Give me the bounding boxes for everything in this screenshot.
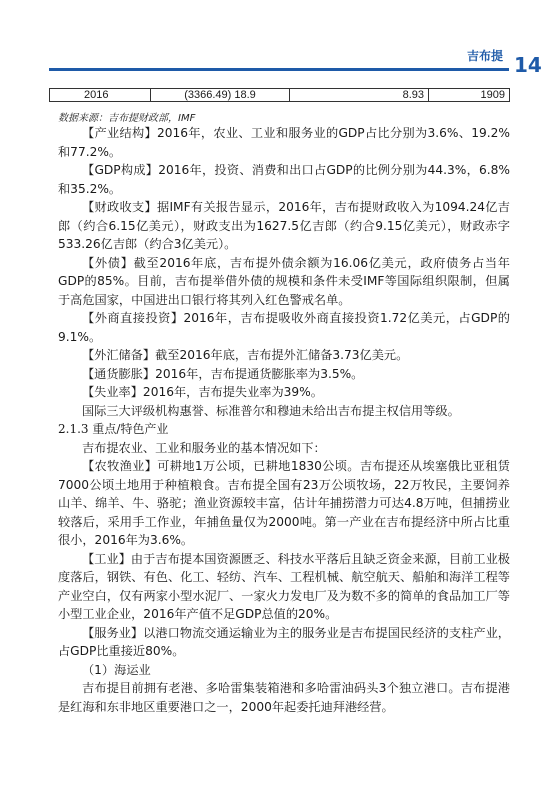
- table-cell-value-3: 1909: [480, 89, 505, 101]
- paragraph-gdp-composition: 【GDP构成】2016年，投资、消费和出口占GDP的比例分别为44.3%，6.8%和35.2%。: [58, 163, 510, 196]
- table-source-note: 数据来源：吉布提财政部，IMF: [58, 113, 196, 124]
- paragraph-agriculture: 【农牧渔业】可耕地1万公顷，已耕地1830公顷。吉布提还从埃塞俄比亚租赁7000公顷土地用于种植粮食。吉布提全国有23万公顷牧场，22万牧民，主要饲养山羊、绵羊、牛、骆驼；渔业资源较丰富，估计年捕捞潜力可达4.8万吨，但捕捞业较落后，采用手工作业，年捕鱼量仅为2000吨。第一产业在吉布提经济中所占比重很小，2016年为3.6%。: [58, 459, 510, 547]
- paragraph-credit-rating: 国际三大评级机构惠誉、标准普尔和穆迪未给出吉布提主权信用等级。: [82, 403, 460, 418]
- body-content: [58, 124, 510, 716]
- subheading-shipping: （1）海运业: [82, 662, 151, 677]
- paragraph-fdi: 【外商直接投资】2016年，吉布提吸收外商直接投资1.72亿美元，占GDP的 9.1%。: [58, 311, 510, 344]
- paragraph-unemployment: 【失业率】2016年，吉布提失业率为39%。: [82, 385, 323, 399]
- paragraph-overview: 吉布提农业、工业和服务业的基本情况如下：: [82, 440, 326, 455]
- paragraph-fiscal-balance: 【财政收支】据IMF有关报告显示，2016年，吉布提财政收入为1094.24亿吉郎（约合6.15亿美元），财政支出为1627.5亿吉郎（约合9.15亿美元），财政赤字533.26亿吉郎（约合3亿美元）。: [58, 200, 510, 251]
- table-cell-year: 2016: [50, 89, 151, 101]
- table-cell-value-2: 8.93: [290, 89, 429, 101]
- header-rule: [49, 68, 509, 71]
- paragraph-industry-structure: 【产业结构】2016年，农业、工业和服务业的GDP占比分别为3.6%、19.2%和77.2%。: [58, 126, 510, 159]
- paragraph-forex-reserves: 【外汇储备】截至2016年底，吉布提外汇储备3.73亿美元。: [82, 348, 409, 362]
- table-row: [49, 88, 510, 102]
- page-number: 14: [514, 53, 542, 77]
- paragraph-services: 【服务业】以港口物流交通运输业为主的服务业是吉布提国民经济的支柱产业，占GDP比重接近80%。: [58, 625, 510, 658]
- paragraph-external-debt: 【外债】截至2016年底，吉布提外债余额为16.06亿美元，政府债务占当年GDP的85%。目前，吉布提举借外债的规模和条件未受IMF等国际组织限制，但属于高危国家，中国进出口银行将其列入红色警戒名单。: [58, 255, 510, 307]
- paragraph-industry: 【工业】由于吉布提本国资源匮乏、科技水平落后且缺乏资金来源，目前工业极度落后，钢铁、有色、化工、轻纺、汽车、工程机械、航空航天、船舶和海洋工程等产业空白，仅有两家小型水泥厂、一家火力发电厂及为数不多的简单的食品加工厂等小型工业企业，2016年产值不足GDP总值的20%。: [58, 551, 510, 621]
- paragraph-ports: 吉布提目前拥有老港、多哈雷集装箱港和多哈雷油码头3个独立港口。吉布提港是红海和东非地区重要港口之一，2000年起委托迪拜港经营。: [58, 681, 510, 714]
- paragraph-inflation: 【通货膨胀】2016年，吉布提通货膨胀率为3.5%。: [82, 366, 364, 381]
- header-title: 吉布提: [467, 49, 504, 63]
- section-heading: 2.1.3 重点/特色产业: [58, 422, 169, 436]
- table-cell-value-1: (3366.49) 18.9: [151, 89, 290, 101]
